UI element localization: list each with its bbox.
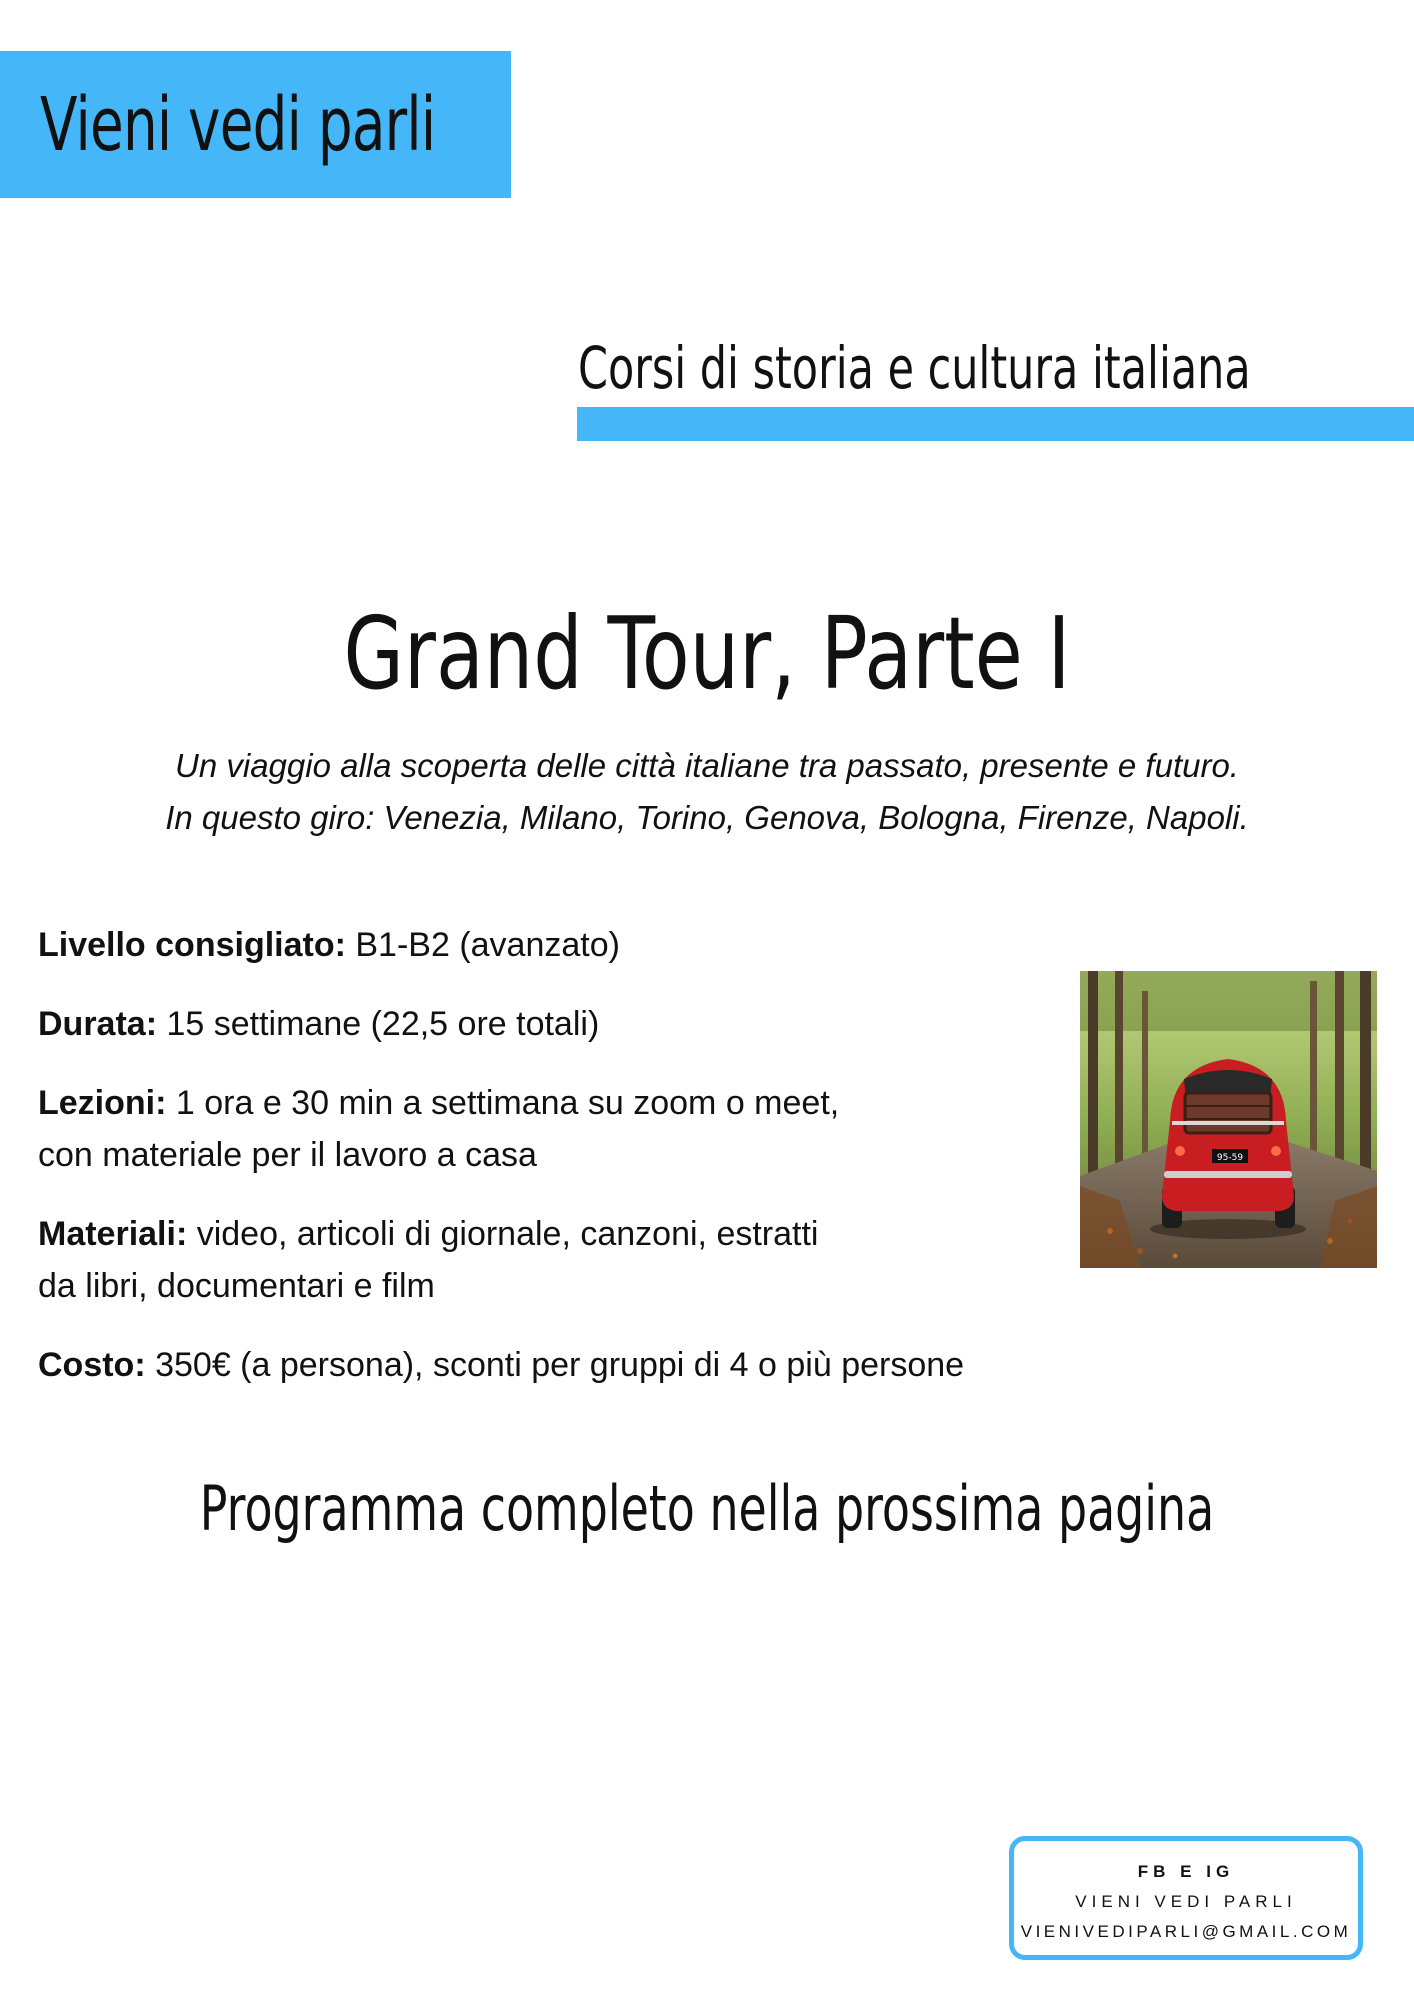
detail-label: Durata: xyxy=(38,1005,158,1043)
detail-value: 1 ora e 30 min a settimana su zoom o meet, xyxy=(166,1084,840,1122)
detail-value-continued: da libri, documentari e film xyxy=(38,1267,435,1305)
detail-cost xyxy=(38,1339,1068,1391)
detail-value: video, articoli di giornale, canzoni, estratti xyxy=(187,1215,819,1253)
course-details xyxy=(38,919,1068,1418)
tagline-line-2: In questo giro: Venezia, Milano, Torino, Genova, Bologna, Firenze, Napoli. xyxy=(165,799,1249,836)
detail-duration xyxy=(38,998,1068,1050)
contact-name: VIENI VEDI PARLI xyxy=(1075,1892,1297,1911)
detail-value: B1-B2 (avanzato) xyxy=(345,926,620,964)
tagline-line-1: Un viaggio alla scoperta delle città italiane tra passato, presente e futuro. xyxy=(175,747,1239,784)
detail-value: 350€ (a persona), sconti per gruppi di 4 o più persone xyxy=(145,1346,965,1384)
detail-value-continued: con materiale per il lavoro a casa xyxy=(38,1136,537,1174)
license-plate: 95-59 xyxy=(1216,1153,1244,1163)
detail-label: Materiali: xyxy=(38,1215,188,1253)
contact-box xyxy=(1009,1836,1363,1960)
red-car-illustration xyxy=(1080,971,1377,1268)
contact-social: FB E IG xyxy=(1137,1862,1235,1881)
detail-value: 15 settimane (22,5 ore totali) xyxy=(157,1005,600,1043)
subtitle-underline-bar xyxy=(577,407,1414,441)
detail-lessons xyxy=(38,1077,1068,1181)
detail-label: Costo: xyxy=(38,1346,146,1384)
course-title: Grand Tour, Parte I xyxy=(343,595,1071,712)
brand-banner xyxy=(0,51,511,198)
detail-materials xyxy=(38,1208,1068,1312)
page-subtitle: Corsi di storia e cultura italiana xyxy=(578,334,1251,402)
course-tagline xyxy=(0,740,1414,844)
contact-email[interactable]: VIENIVEDIPARLI@GMAIL.COM xyxy=(1020,1922,1352,1941)
next-page-notice: Programma completo nella prossima pagina xyxy=(199,1472,1215,1545)
detail-label: Livello consigliato: xyxy=(38,926,346,964)
detail-level xyxy=(38,919,1068,971)
detail-label: Lezioni: xyxy=(38,1084,167,1122)
brand-title: Vieni vedi parli xyxy=(40,81,436,168)
red-car-photo xyxy=(1080,971,1377,1268)
